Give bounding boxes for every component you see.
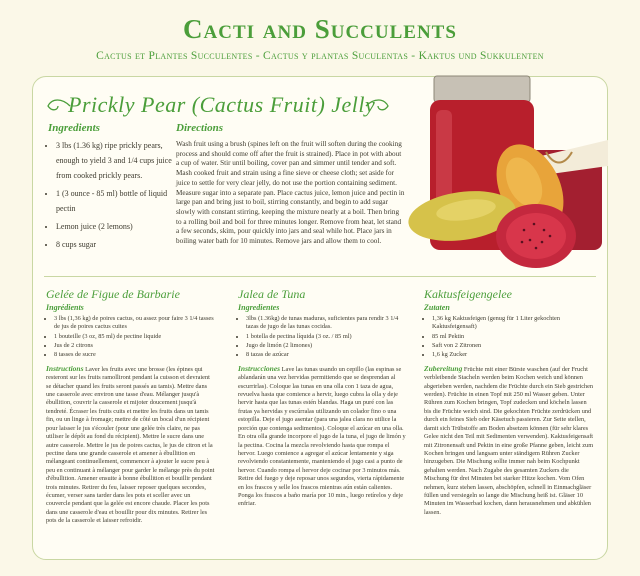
list-item: • Jugo de limón (2 limones) (246, 342, 408, 350)
list-item: • Saft von 2 Zitronen (432, 342, 594, 350)
list-item: • 1,6 kg Zucker (432, 351, 594, 359)
list-item: • 3 lbs (1,36 kg) de poires cactus, ou assez pour faire 3 1/4 tasses de jus de poires cactus cuites (54, 315, 216, 332)
spanish-instructions-heading: Instrucciones (238, 363, 281, 373)
list-item: • 1 (3 ounce - 85 ml) bottle of liquid pectin (56, 186, 174, 216)
german-instructions (424, 365, 594, 517)
list-item: • Lemon juice (2 lemons) (56, 219, 174, 234)
jelly-jars-and-cactus-fruit-image (404, 70, 608, 282)
german-recipe-column (424, 287, 594, 517)
list-item: • 85 ml Pektin (432, 333, 594, 341)
german-recipe-title: Kaktusfeigengelee (424, 287, 512, 301)
german-instructions-heading: Zubereitung (424, 363, 463, 373)
french-instructions (46, 365, 216, 526)
ingredients-list (46, 138, 174, 255)
french-instructions-heading: Instructions (46, 363, 84, 373)
german-ingredients-heading: Zutaten (424, 303, 450, 313)
directions-heading: Directions (176, 122, 224, 134)
list-item: • 8 tasses de sucre (54, 351, 216, 359)
section-divider (44, 276, 596, 277)
spanish-ingredients-list (238, 315, 408, 360)
german-instructions-text: Früchte mit einer Bürste waschen (auf der Frucht verbleibende Stacheln werden beim Kochen weich und können abgerieben werden, nachdem die Früchte durch ein Sieb gestrichen werden). Früchte in einen Topf mit 250 ml Wasser geben. Unter Rühren zum Kochen bringen, Topf zudecken und köcheln lassen bis die Früchte weich sind. Die gekochten Früchte zerdrücken und durch ein feines Sieb oder Käsetuch passieren. Zur Seite stellen, damit sich Trübstoffe am Boden absetzen können (für sehr klares Gelee nicht den Teil mit Sedimenten verwenden). Kaktusfeigensaft mit Zitronensaft und Pektin in eine große Pfanne geben, leicht zum Kochen bringen und langsam unter ständigem Rühren Zucker hinzugeben. Die Mischung sollte immer nah beim Kochpunkt gehalten werden. Nach Zugabe des gesamten Zuckers die Mischung für drei Minuten bei starker Hitze kochen. Vom Ofen nehmen, kurz stehen lassen, abschöpfen, schnell in Einmachgläser füllen und versiegeln so lange die Mischung heiß ist. Gläser 10 Minuten im Wasserbad kochen, dann herausnehmen und abkühlen lassen. (424, 365, 594, 516)
list-item: • Jus de 2 citrons (54, 342, 216, 350)
french-ingredients-list (46, 315, 216, 360)
ingredients-heading: Ingredients (48, 122, 100, 134)
list-item: • 1 bouteille (3 oz, 85 ml) de pectine liquide (54, 333, 216, 341)
list-item: • 8 cups sugar (56, 237, 174, 252)
directions-text: Wash fruit using a brush (spines left on the fruit will soften during the cooking process and should come off after the fruit is strained). Place in pot with about a cup of water. Stir until boiling, cover pan and simmer until tender and soft. Mash cooked fruit and strain using a fine sieve or cheese cloth; set aside for juice to settle for very clear jelly, do not use the portion containing sediment. Measure sugar into a separate pan. Place cactus juice, lemon juice and pectin in large pan and bring just to boil, stirring constantly, and begin to add sugar slowly with constant stirring, keeping the mixture nearly at a boil. Then bring to a rolling boil and boil for three minutes longer. Remove from heat, let stand a few seconds, skim, pour quickly into jars and seal while hot. Place jars in boiling water bath for 10 minutes. Remove jars and allow them to cool. (176, 140, 405, 246)
page-subtitle: Cactus et Plantes Succulentes - Cactus y plantas Suculentas - Kaktus und Sukkulenten (96, 50, 544, 62)
page-title: Cacti and Succulents (183, 14, 457, 44)
french-recipe-column (46, 287, 216, 526)
french-recipe-title: Gelée de Figue de Barbarie (46, 287, 180, 301)
spanish-recipe-column (238, 287, 408, 509)
french-ingredients-heading: Ingrédients (46, 303, 84, 313)
german-ingredients-list (424, 315, 594, 360)
spanish-recipe-title: Jalea de Tuna (238, 287, 306, 301)
list-item: • 3 lbs (1.36 kg) ripe prickly pears, enough to yield 3 and 1/4 cups juice from cooked prickly pears. (56, 138, 174, 183)
list-item: • 8 tazas de azúcar (246, 351, 408, 359)
spanish-instructions (238, 365, 408, 509)
list-item: • 1 botella de pectina líquida (3 oz. / 85 ml) (246, 333, 408, 341)
list-item: • 3lbs (1.36kg) de tunas maduras, suficientes para rendir 3 1/4 tazas de jugo de las tunas cocidas. (246, 315, 408, 332)
recipe-title: Prickly Pear (Cactus Fruit) Jelly (68, 92, 376, 117)
spanish-ingredients-heading: Ingredientes (238, 303, 280, 313)
spanish-instructions-text: Lave las tunas usando un cepillo (las espinas se ablandarán una vez hervidas permitiendo que se desprendan al escurrirlas). Coloque las tunas en una olla con 1 taza de agua, revuelva hasta que comience a hervir, luego cubra la olla y deje hervir hasta que las tunas estén blandas. Haga un puré con las frutas ya hervidas y escúrralas utilizando un colador fino o una estopilla. Deje el jugo asentar (para una jalea clara no utilice la porción que contenga sedimentos). Coloque el azúcar en una olla. En otra olla grande incorpore el jugo de la tuna, el jugo de limón y la pectina. Cocina la mezcla revolviendo hasta que rompa el hervor. Luego comience a agregar el azúcar lentamente y siga revolviendo constantemente, manteniendo el jugo casi a punto de hervor. Cuando rompa el hervor deje cocinar por 3 minutos más. Retire del fuego y deje reposar unos segundos, vierta rápidamente en los frascos y selle los frascos mientras aún están calientes. Ponga los frascos a baño maría por 10 min., luego retírelos y deje enfriar. (238, 365, 406, 508)
french-instructions-text: Laver les fruits avec une brosse (les épines qui resteront sur les fruits ramolliront pendant la cuisson et devraient se détacher quand les fruits seront passés au tamis). Mettre dans une casserole avec environ une tasse d'eau. Mélanger jusqu'à ébullition, couvrir la casserole et mijoter doucement jusqu'à tendreté. Écraser les fruits cuits et mettre les fruits dans un tamis fin, ou un linge à fromage; mettre de côté un bocal d'un récipient pour laisser le jus s'écouler (pour une gelée très claire, ne pas utiliser le dépôt au fond du récipient). Mettre le sucre dans une autre casserole. Mettre le jus de poires cactus, le jus de citron et la pectine dans une grande casserole et amener à ébullition en mélangeant continuellement, commencer à ajouter le sucre peu à peu en continuant à mélanger pour garder le mélange près du point d'ébullition. Amener ensuite à bonne ébullition et bouillir pendant trois minutes. Retirer du feu, laisser reposer quelques secondes, écumer, verser sans tarder dans les pots et sceller avec un couvercle pendant que la gelée est encore chaude. Placer les pots dans une casserole d'eau et bouillir pour dix minutes. Retirer les pots de la casserole et laisser refroidir. (46, 365, 215, 525)
list-item: • 1,36 kg Kaktusfeigen (genug für 1 Liter gekochten Kaktusfeigensaft) (432, 315, 594, 332)
